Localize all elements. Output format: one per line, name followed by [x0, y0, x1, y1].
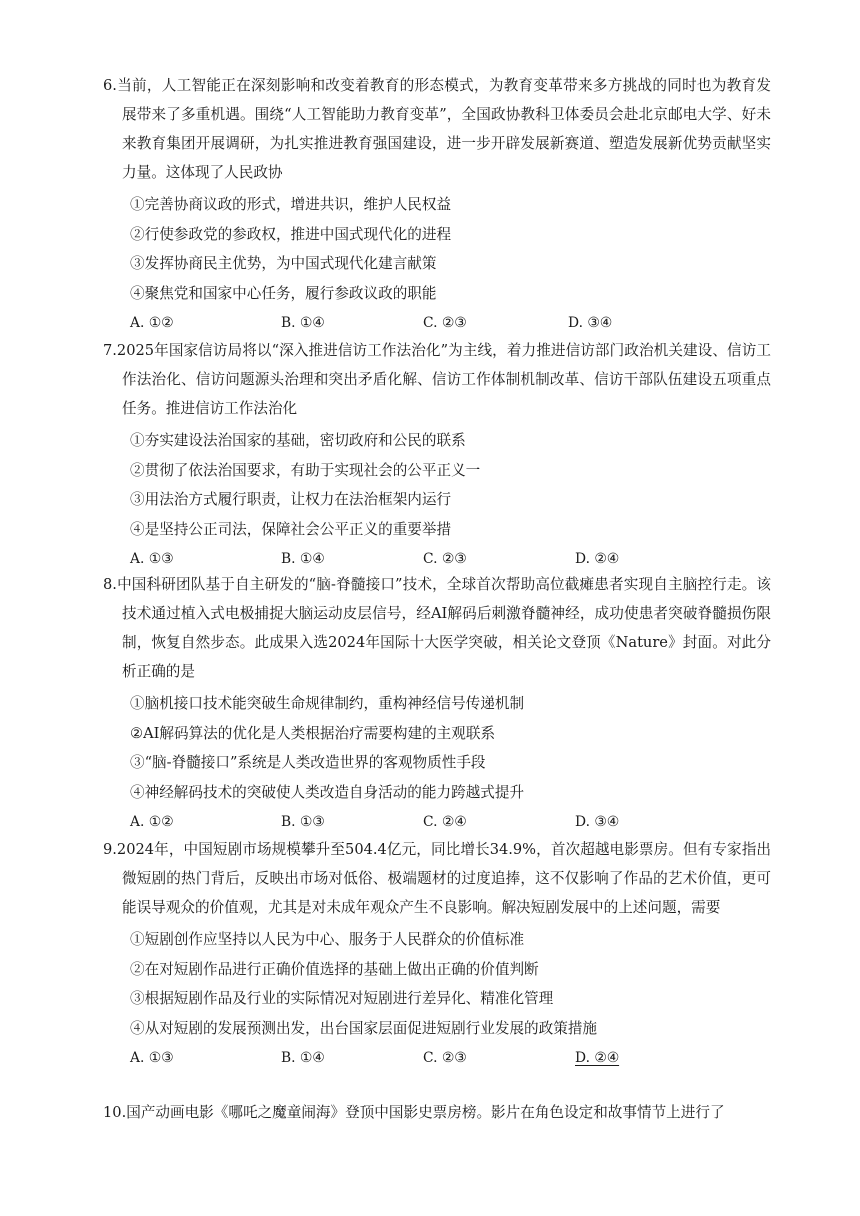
question-8	[103, 570, 771, 837]
choice-d: D. ③④	[568, 315, 613, 332]
statement-option: ②行使参政党的参政权，推进中国式现代化的进程	[130, 225, 452, 243]
question-9	[103, 835, 771, 1073]
question-stem: 6.当前，人工智能正在深刻影响和改变着教育的形态模式，为教育变革带来多方挑战的同时也为教育发展带来了多重机遇。围绕“人工智能助力教育变革”，全国政协教科卫体委员会赴北京邮电大学、好未来教育集团开展调研，为扎实推进教育强国建设，进一步开辟发展新赛道、塑造发展新优势贡献坚实力量。这体现了人民政协	[103, 77, 771, 181]
statement-option: ③用法治方式履行职责，让权力在法治框架内运行	[130, 491, 452, 509]
question-stem: 9.2024年，中国短剧市场规模攀升至504.4亿元，同比增长34.9%，首次超越电影票房。但有专家指出微短剧的热门背后，反映出市场对低俗、极端题材的过度追捧，这不仅影响了作品的艺术价值，更可能误导观众的价值观，尤其是对未成年观众产生不良影响。解决短剧发展中的上述问题，需要	[103, 841, 771, 916]
statement-option: ①夯实建设法治国家的基础，密切政府和公民的联系	[130, 432, 466, 449]
statement-option: ④聚焦党和国家中心任务，履行参政议政的职能	[130, 284, 437, 302]
question-stem: 10.国产动画电影《哪吒之魔童闹海》登顶中国影史票房榜。影片在角色设定和故事情节上进行了	[103, 1104, 725, 1121]
question-stem: 7.2025年国家信访局将以“深入推进信访工作法治化”为主线，着力推进信访部门政治机关建设、信访工作法治化、信访问题源头治理和突出矛盾化解、信访工作体制机制改革、信访干部队伍建设五项重点任务。推进信访工作法治化	[103, 342, 771, 417]
choice-b: B. ①③	[281, 814, 325, 831]
choice-b: B. ①④	[281, 1050, 325, 1067]
choice-d: D. ③④	[575, 814, 620, 831]
choice-a: A. ①③	[130, 551, 174, 568]
choice-d: D. ②④	[575, 1050, 620, 1067]
question-7	[103, 336, 771, 574]
choice-b: B. ①④	[281, 315, 325, 332]
choice-c: C. ②③	[423, 551, 467, 568]
statement-option: ②AI解码算法的优化是人类根据治疗需要构建的主观联系	[130, 724, 496, 742]
question-stem: 8.中国科研团队基于自主研发的“脑-脊髓接口”技术，全球首次帮助高位截瘫患者实现自主脑控行走。该技术通过植入式电极捕捉大脑运动皮层信号，经AI解码后刺激脊髓神经，成功使患者突破脊髓损伤限制，恢复自然步态。此成果入选2024年国际十大医学突破，相关论文登顶《Nature》封面。对此分析正确的是	[103, 576, 771, 680]
choice-c: C. ②③	[423, 1050, 467, 1067]
choice-c: C. ②④	[423, 814, 467, 831]
statement-option: ①短剧创作应坚持以人民为中心、服务于人民群众的价值标准	[130, 931, 525, 948]
statement-option: ③发挥协商民主优势，为中国式现代化建言献策	[130, 255, 437, 273]
answer-choices	[103, 1043, 771, 1073]
choice-a: A. ①②	[130, 814, 174, 831]
question-10	[103, 1098, 771, 1127]
choice-b: B. ①④	[281, 551, 325, 568]
statement-option: ②贯彻了依法治国要求，有助于实现社会的公平正义一	[130, 461, 481, 479]
choice-d: D. ②④	[575, 551, 620, 568]
statement-option: ④是坚持公正司法，保障社会公平正义的重要举措	[130, 520, 452, 538]
choice-c: C. ②③	[423, 315, 467, 332]
statement-option: ①完善协商议政的形式，增进共识，维护人民权益	[130, 196, 452, 213]
answer-choices	[103, 807, 771, 837]
answer-choices	[103, 308, 771, 338]
statement-option: ③根据短剧作品及行业的实际情况对短剧进行差异化、精准化管理	[130, 990, 554, 1008]
statement-option: ④神经解码技术的突破使人类改造自身活动的能力跨越式提升	[130, 783, 525, 801]
statement-option: ①脑机接口技术能突破生命规律制约，重构神经信号传递机制	[130, 695, 525, 712]
statement-option: ③“脑-脊髓接口”系统是人类改造世界的客观物质性手段	[130, 754, 486, 772]
statement-option: ②在对短剧作品进行正确价值选择的基础上做出正确的价值判断	[130, 960, 539, 978]
choice-a: A. ①②	[130, 315, 174, 332]
question-6	[103, 71, 771, 338]
choice-a: A. ①③	[130, 1050, 174, 1067]
statement-option: ④从对短剧的发展预测出发，出台国家层面促进短剧行业发展的政策措施	[130, 1019, 598, 1037]
